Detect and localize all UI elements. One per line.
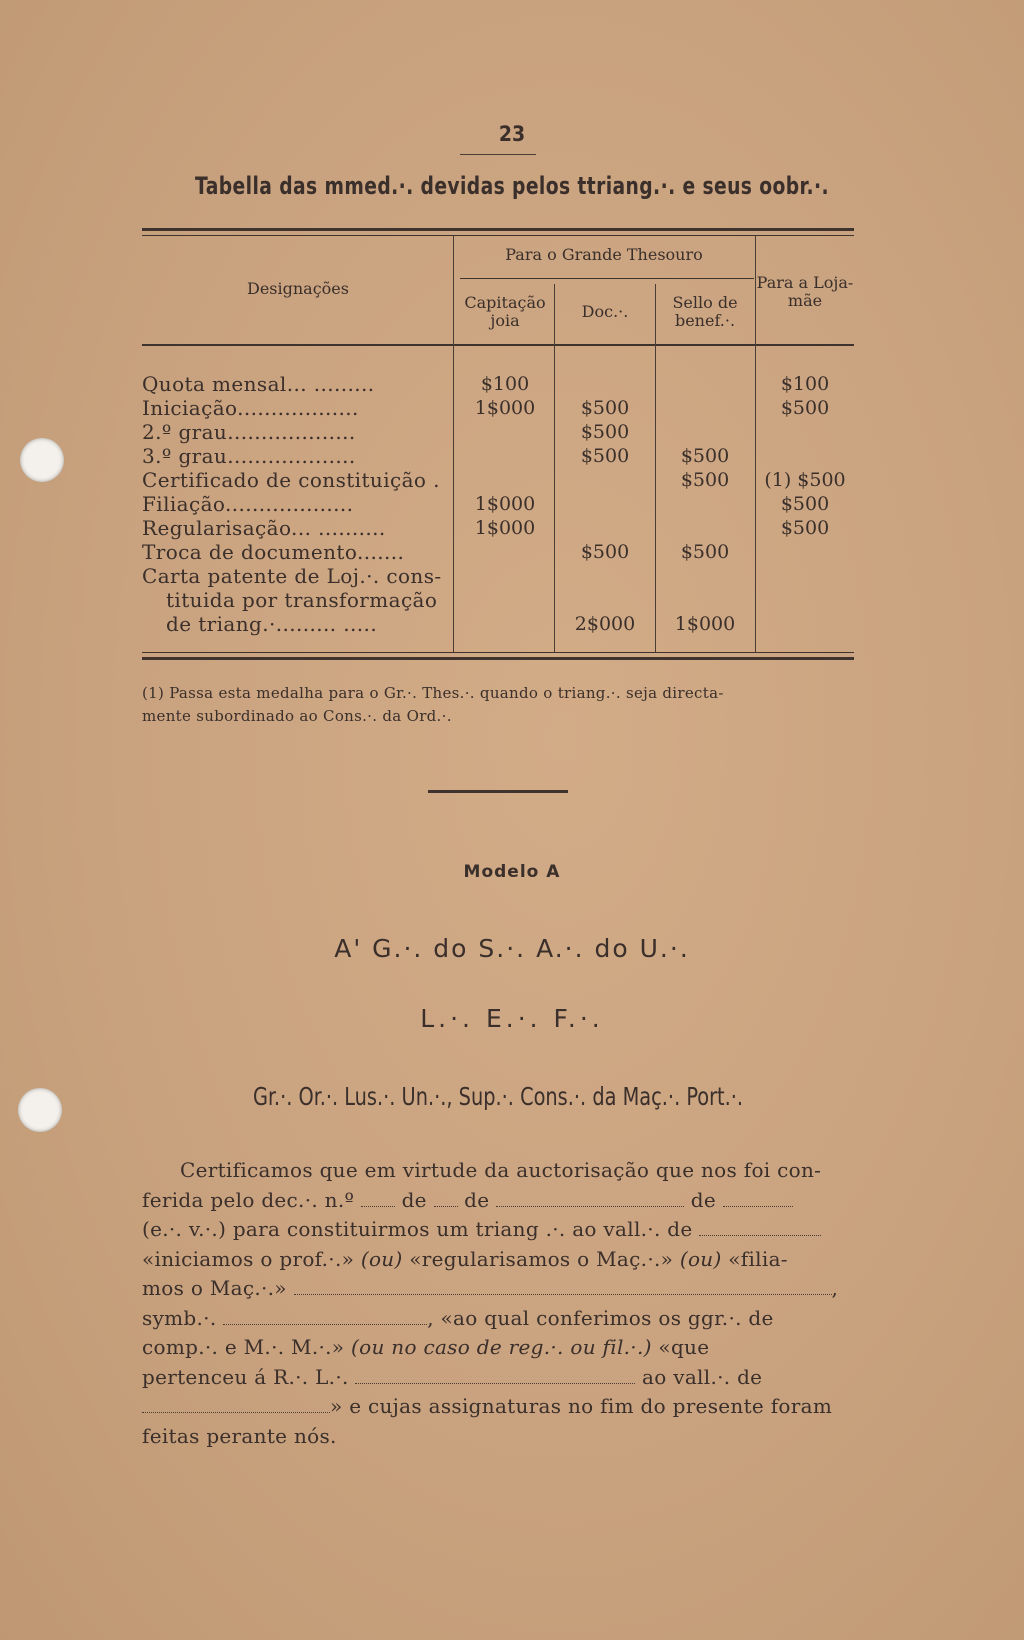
col-divider-2 <box>554 284 555 652</box>
body-line: comp.·. e M.·. M.·.» (ou no caso de reg.·. ou fil.·.) «que <box>142 1335 710 1359</box>
body-line: (e.·. v.·.) para constituirmos um triang .·. ao vall.·. de <box>142 1215 854 1245</box>
modelo-heading: Modelo A <box>463 862 561 882</box>
row-label: Regularisação... .......... <box>142 516 386 540</box>
invocation-line-3: Gr.·. Or.·. Lus.·. Un.·., Sup.·. Cons.·. da Maç.·. Port.·. <box>252 1082 744 1111</box>
header-bottom-rule <box>142 344 854 346</box>
invocation-line-1: A' G.·. do S.·. A.·. do U.·. <box>334 934 690 963</box>
cell-sello: $500 <box>680 541 730 563</box>
page-number-rule <box>460 154 536 155</box>
blank-field <box>142 1396 330 1413</box>
footnote-line-2: mente subordinado ao Cons.·. da Ord.·. <box>142 707 452 725</box>
col-divider-1 <box>453 236 454 652</box>
cell-capitacao: 1$000 <box>474 397 536 419</box>
cell-sello: $500 <box>680 445 730 467</box>
invocation-line-2: L.·. E.·. F.·. <box>420 1004 604 1033</box>
cell-doc: $500 <box>580 445 630 467</box>
blank-field <box>434 1190 458 1207</box>
blank-field <box>496 1190 684 1207</box>
cell-loja: (1) $500 <box>764 469 846 491</box>
row-label: Carta patente de Loj.·. cons- <box>142 564 442 588</box>
row-label: tituida por transformação <box>166 588 438 612</box>
cell-doc: $500 <box>580 541 630 563</box>
cell-doc: $500 <box>580 421 630 443</box>
blank-field <box>355 1367 635 1384</box>
cell-loja: $100 <box>780 373 830 395</box>
row-label: Troca de documento....... <box>142 540 405 564</box>
header-grande-thesouro: Para o Grande Thesouro <box>505 245 703 264</box>
row-label: 3.º grau................... <box>142 444 356 468</box>
binder-hole-bottom <box>18 1088 62 1132</box>
row-label: Quota mensal... ......... <box>142 372 375 396</box>
table-top-rule <box>142 228 854 231</box>
table-bottom-rule-thin <box>142 652 854 653</box>
body-line: symb.·. , «ao qual conferimos os ggr.·. de <box>142 1305 774 1330</box>
cell-loja: $500 <box>780 517 830 539</box>
table-bottom-rule <box>142 657 854 660</box>
cell-sello: 1$000 <box>674 613 736 635</box>
body-line: pertenceu á R.·. L.·. ao vall.·. de <box>142 1364 763 1389</box>
col-divider-3 <box>655 284 656 652</box>
row-label: Iniciação.................. <box>142 396 359 420</box>
cell-capitacao: 1$000 <box>474 493 536 515</box>
cell-doc: $500 <box>580 397 630 419</box>
certificate-text <box>142 1156 854 1451</box>
row-label: 2.º grau................... <box>142 420 356 444</box>
section-divider <box>428 790 568 793</box>
table-title: Tabella das mmed.·. devidas pelos ttriang.·. e seus oobr.·. <box>195 172 829 200</box>
body-line: » e cujas assignaturas no fim do presente foram <box>142 1392 854 1422</box>
body-line: ferida pelo dec.·. n.º de de de <box>142 1186 854 1216</box>
table-top-rule-thin <box>142 235 854 236</box>
col-divider-4 <box>755 236 756 652</box>
page-number: 23 <box>498 122 526 146</box>
body-line: «iniciamos o prof.·.» (ou) «regularisamos o Maç.·.» (ou) «filia- <box>142 1246 788 1271</box>
cell-doc: 2$000 <box>574 613 636 635</box>
header-group-rule <box>460 278 754 279</box>
cell-capitacao: 1$000 <box>474 517 536 539</box>
header-sello: Sello de benef.·. <box>672 293 738 330</box>
body-line: mos o Maç.·.» , <box>142 1276 839 1300</box>
row-label: Filiação................... <box>142 492 354 516</box>
header-doc: Doc.·. <box>581 302 629 321</box>
body-line: Certificamos que em virtude da auctorisação que nos foi con- <box>180 1158 822 1182</box>
cell-sello: $500 <box>680 469 730 491</box>
header-loja-mae: Para a Loja-mãe <box>756 273 854 310</box>
blank-field <box>699 1219 821 1236</box>
blank-field <box>294 1278 832 1295</box>
cell-loja: $500 <box>780 493 830 515</box>
footnote-line-1: (1) Passa esta medalha para o Gr.·. Thes.·. quando o triang.·. seja directa- <box>142 684 724 702</box>
blank-field <box>223 1308 427 1325</box>
blank-field <box>723 1190 793 1207</box>
row-label: Certificado de constituição . <box>142 468 440 492</box>
binder-hole-top <box>20 438 64 482</box>
cell-loja: $500 <box>780 397 830 419</box>
cell-capitacao: $100 <box>480 373 530 395</box>
row-label: de triang.·......... ..... <box>166 612 378 636</box>
header-capitacao: Capitação joia <box>464 293 546 330</box>
header-designacoes: Designações <box>247 279 349 298</box>
body-line: feitas perante nós. <box>142 1423 337 1448</box>
blank-field <box>361 1190 395 1207</box>
